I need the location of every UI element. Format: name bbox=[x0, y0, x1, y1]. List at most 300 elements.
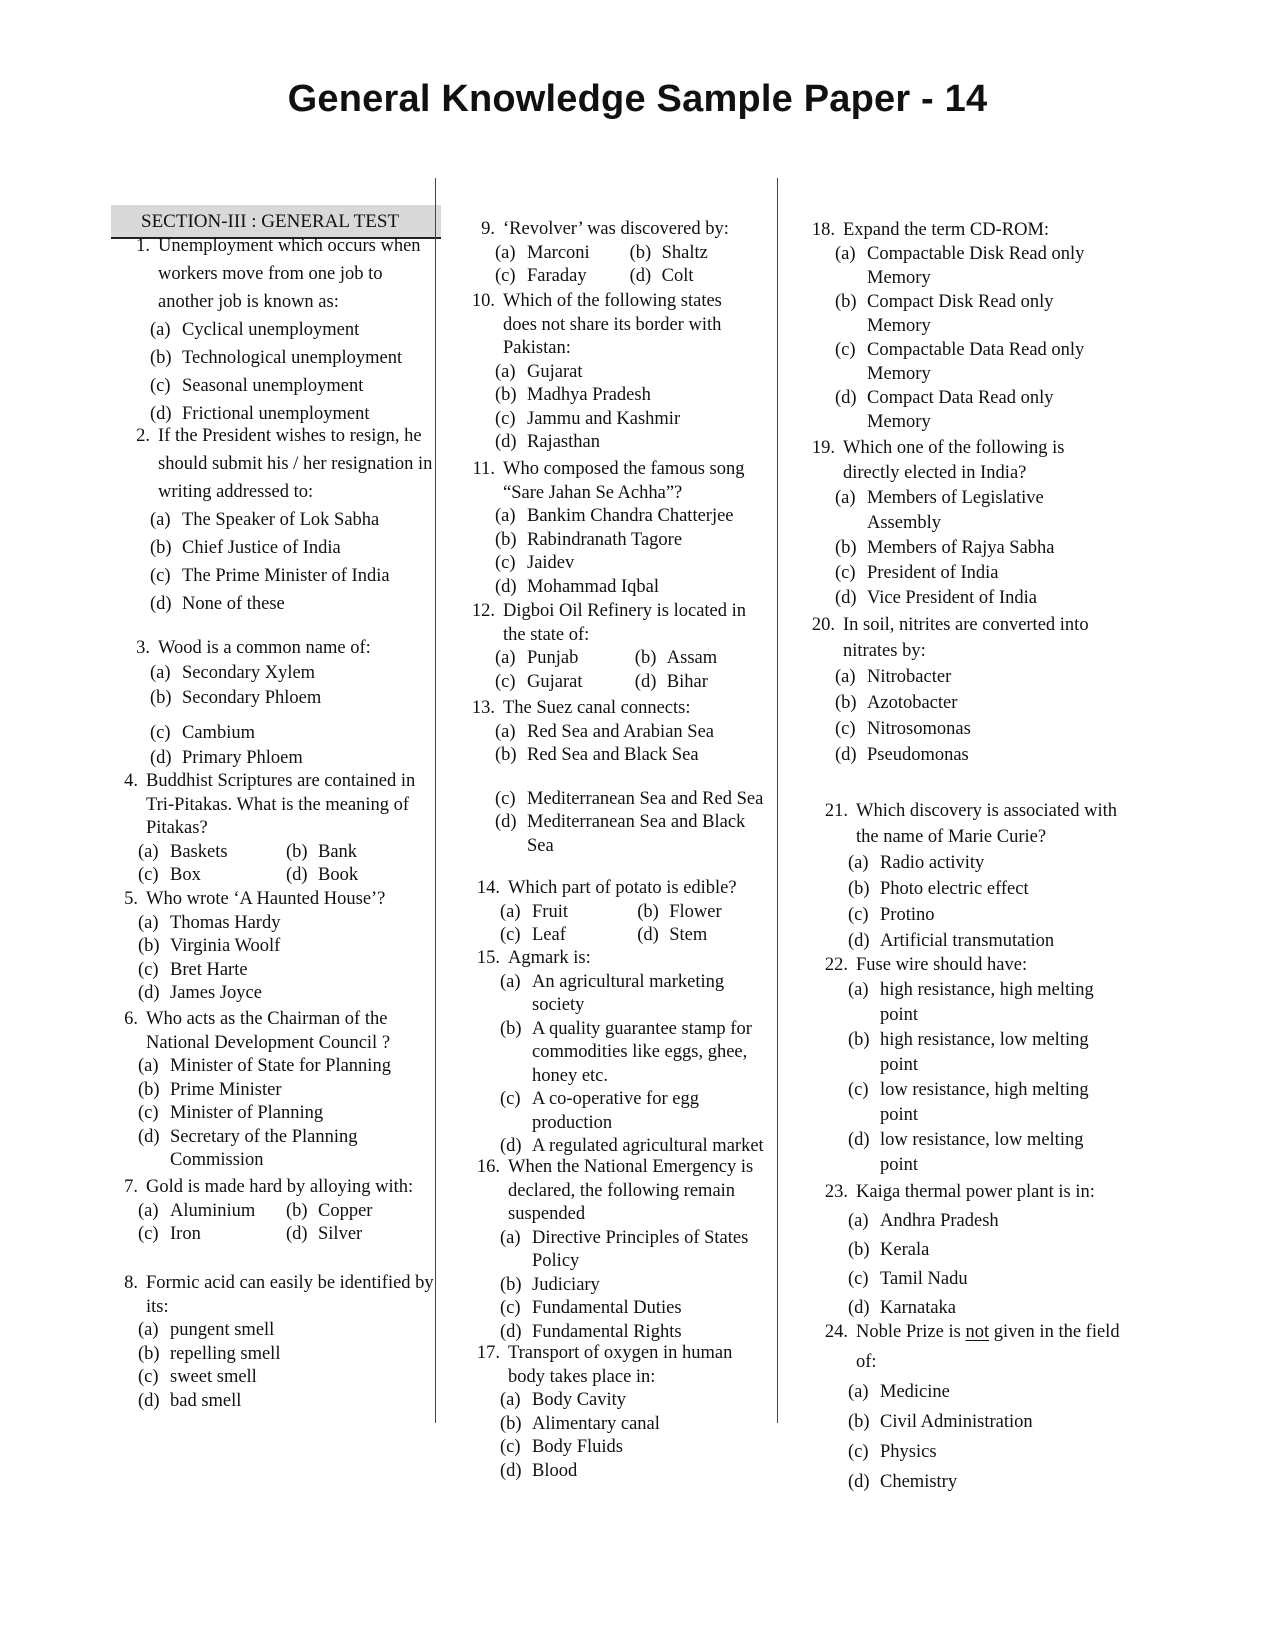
option-letter: (b) bbox=[138, 936, 160, 956]
question-6 bbox=[100, 1008, 435, 1173]
answer-option bbox=[848, 1078, 1120, 1128]
option-text: Red Sea and Black Sea bbox=[527, 745, 699, 765]
option-letter: (b) bbox=[634, 648, 657, 668]
answer-option bbox=[835, 690, 1117, 716]
answer-option bbox=[500, 1088, 777, 1135]
option-letter: (d) bbox=[848, 1298, 870, 1318]
option-text: Secretary of the Planning Commission bbox=[170, 1126, 358, 1170]
question-17 bbox=[462, 1342, 767, 1483]
answer-option bbox=[495, 265, 630, 289]
option-text: Nitrosomonas bbox=[867, 719, 971, 739]
question-8 bbox=[100, 1272, 435, 1413]
option-text: Mohammad Iqbal bbox=[527, 576, 660, 597]
question-13 bbox=[457, 697, 767, 858]
option-letter: (b) bbox=[150, 348, 172, 368]
option-letter: (d) bbox=[150, 748, 172, 768]
option-text: Alimentary canal bbox=[532, 1413, 660, 1434]
option-letter: (c) bbox=[848, 1269, 869, 1289]
option-text: Pseudomonas bbox=[867, 745, 969, 765]
option-letter: (d) bbox=[286, 1224, 308, 1244]
answer-option bbox=[835, 242, 1117, 290]
answer-option bbox=[848, 978, 1120, 1028]
question-number: 20. bbox=[811, 615, 835, 635]
option-text: Bihar bbox=[666, 671, 708, 692]
answer-option bbox=[835, 338, 1117, 386]
answer-option bbox=[150, 590, 437, 618]
option-letter: (d) bbox=[835, 588, 857, 608]
option-letter: (d) bbox=[634, 671, 657, 692]
question-number: 11. bbox=[472, 459, 495, 479]
question-number: 22. bbox=[824, 955, 848, 975]
option-text: Chemistry bbox=[880, 1472, 958, 1492]
answer-option bbox=[150, 562, 437, 590]
question-number: 7. bbox=[124, 1177, 138, 1197]
question-19 bbox=[797, 436, 1117, 611]
option-letter: (a) bbox=[835, 667, 856, 687]
option-text: Jaidev bbox=[527, 553, 575, 573]
option-letter: (c) bbox=[495, 671, 516, 692]
answer-option bbox=[500, 1135, 777, 1159]
question-text: Who wrote ‘A Haunted House’? bbox=[146, 889, 386, 909]
answer-option bbox=[500, 1321, 767, 1345]
question-text: In soil, nitrites are converted into nitrates by: bbox=[843, 615, 1089, 661]
question-text: Who composed the famous song “Sare Jahan Se Achha”? bbox=[503, 459, 745, 503]
option-letter: (a) bbox=[848, 1382, 869, 1402]
option-text: Shaltz bbox=[661, 242, 708, 263]
question-14 bbox=[462, 877, 767, 948]
option-letter: (d) bbox=[848, 1130, 870, 1150]
option-text: Jammu and Kashmir bbox=[527, 408, 681, 429]
option-text: Madhya Pradesh bbox=[527, 385, 651, 405]
option-letter: (c) bbox=[500, 1437, 521, 1457]
option-text: Compactable Data Read only Memory bbox=[867, 340, 1085, 384]
question-15 bbox=[462, 947, 777, 1159]
answer-option bbox=[138, 1126, 435, 1173]
question-text: Which of the following states does not share its border with Pakistan: bbox=[503, 291, 722, 358]
question-9 bbox=[457, 218, 757, 289]
option-text: Compact Disk Read only Memory bbox=[867, 292, 1054, 336]
option-letter: (d) bbox=[138, 1390, 160, 1411]
option-text: Chief Justice of India bbox=[182, 538, 341, 558]
answer-option bbox=[495, 552, 767, 576]
answer-option bbox=[630, 265, 757, 289]
option-text: Punjab bbox=[527, 648, 579, 668]
question-text: Expand the term CD-ROM: bbox=[843, 220, 1050, 240]
option-letter: (a) bbox=[138, 841, 159, 862]
option-letter: (c) bbox=[150, 376, 171, 396]
option-letter: (d) bbox=[835, 388, 857, 408]
answer-option bbox=[500, 1436, 767, 1460]
option-letter: (b) bbox=[848, 1240, 870, 1260]
option-letter: (a) bbox=[848, 1211, 869, 1231]
answer-option bbox=[500, 971, 777, 1018]
question-number: 19. bbox=[811, 438, 835, 458]
answer-option bbox=[138, 1200, 286, 1224]
answer-option bbox=[500, 901, 637, 925]
question-number: 3. bbox=[136, 638, 150, 658]
answer-option bbox=[286, 841, 426, 865]
option-text: Box bbox=[170, 865, 201, 885]
option-text: Flower bbox=[669, 901, 722, 922]
answer-option bbox=[848, 1265, 1120, 1294]
option-letter: (b) bbox=[286, 1200, 308, 1221]
option-text: Artificial transmutation bbox=[880, 931, 1055, 951]
option-text: Bankim Chandra Chatterjee bbox=[527, 506, 734, 526]
option-letter: (a) bbox=[138, 1200, 159, 1221]
option-text: Gujarat bbox=[527, 671, 583, 692]
answer-option bbox=[138, 935, 435, 959]
question-number: 10. bbox=[471, 291, 495, 311]
option-text: Medicine bbox=[880, 1382, 950, 1402]
option-letter: (c) bbox=[835, 719, 856, 739]
option-text: Copper bbox=[318, 1200, 373, 1221]
answer-option bbox=[848, 1467, 1120, 1497]
option-letter: (b) bbox=[848, 1412, 870, 1432]
answer-option bbox=[848, 1207, 1120, 1236]
option-letter: (c) bbox=[848, 1080, 869, 1100]
question-21 bbox=[810, 798, 1120, 954]
question-text: Buddhist Scriptures are contained in Tri-Pitakas. What is the meaning of Pitakas? bbox=[146, 771, 416, 838]
option-text: Leaf bbox=[532, 925, 566, 945]
option-text: Directive Principles of States Policy bbox=[532, 1227, 749, 1271]
answer-option bbox=[495, 744, 767, 768]
answer-option bbox=[495, 242, 630, 266]
answer-option bbox=[138, 1390, 435, 1414]
question-text: Gold is made hard by alloying with: bbox=[146, 1177, 414, 1197]
answer-option bbox=[138, 912, 435, 936]
option-text: Vice President of India bbox=[867, 588, 1037, 608]
option-letter: (b) bbox=[138, 1079, 160, 1100]
option-text: The Speaker of Lok Sabha bbox=[182, 510, 380, 530]
option-letter: (d) bbox=[637, 925, 659, 945]
question-number: 21. bbox=[824, 801, 848, 821]
answer-option bbox=[835, 561, 1117, 586]
option-letter: (c) bbox=[835, 340, 856, 360]
answer-option bbox=[835, 290, 1117, 338]
answer-option bbox=[495, 788, 767, 812]
answer-option bbox=[495, 529, 767, 553]
answer-option bbox=[286, 1200, 426, 1224]
answer-option bbox=[138, 864, 286, 888]
option-text: Cyclical unemployment bbox=[182, 320, 360, 340]
answer-option bbox=[138, 1079, 435, 1103]
option-text: Cambium bbox=[182, 723, 255, 743]
option-text: Bank bbox=[318, 841, 358, 862]
question-text: Transport of oxygen in human body takes place in: bbox=[508, 1343, 733, 1387]
option-letter: (c) bbox=[848, 1442, 869, 1462]
answer-option bbox=[495, 576, 767, 600]
question-number: 24. bbox=[824, 1322, 848, 1342]
option-letter: (b) bbox=[150, 688, 172, 708]
option-letter: (b) bbox=[835, 292, 857, 312]
answer-option bbox=[835, 586, 1117, 611]
answer-option bbox=[835, 716, 1117, 742]
answer-option bbox=[500, 924, 637, 948]
column-divider bbox=[777, 178, 778, 1423]
answer-option bbox=[500, 1413, 767, 1437]
option-letter: (d) bbox=[500, 1460, 522, 1481]
question-1 bbox=[112, 232, 437, 428]
option-text: Marconi bbox=[527, 242, 590, 263]
question-number: 6. bbox=[124, 1009, 138, 1029]
option-letter: (c) bbox=[500, 1089, 521, 1109]
option-text: The Prime Minister of India bbox=[182, 566, 390, 586]
option-text: Aluminium bbox=[170, 1200, 256, 1221]
option-letter: (d) bbox=[500, 1136, 522, 1156]
option-letter: (d) bbox=[495, 432, 517, 452]
option-text: Colt bbox=[661, 266, 694, 286]
question-number: 12. bbox=[471, 601, 495, 621]
option-text: low resistance, low melting point bbox=[880, 1130, 1084, 1175]
option-text: Judiciary bbox=[532, 1274, 600, 1295]
option-letter: (d) bbox=[138, 1126, 160, 1147]
answer-option bbox=[138, 1366, 435, 1390]
option-text: Stem bbox=[669, 925, 708, 945]
option-letter: (c) bbox=[500, 925, 521, 945]
option-letter: (b) bbox=[500, 1018, 522, 1039]
answer-option bbox=[848, 876, 1120, 902]
answer-option bbox=[835, 742, 1117, 768]
option-letter: (b) bbox=[848, 879, 870, 899]
answer-option bbox=[500, 1227, 767, 1274]
option-letter: (a) bbox=[138, 912, 159, 933]
answer-option bbox=[835, 386, 1117, 434]
question-number: 4. bbox=[124, 771, 138, 791]
option-letter: (b) bbox=[150, 538, 172, 558]
option-letter: (a) bbox=[500, 1227, 521, 1248]
option-text: Rajasthan bbox=[527, 432, 600, 452]
option-letter: (c) bbox=[495, 408, 516, 429]
option-letter: (b) bbox=[495, 385, 517, 405]
option-text: Photo electric effect bbox=[880, 879, 1029, 899]
page-title: General Knowledge Sample Paper - 14 bbox=[287, 78, 988, 120]
option-text: Seasonal unemployment bbox=[182, 376, 364, 396]
option-letter: (b) bbox=[138, 1343, 160, 1364]
question-number: 17. bbox=[476, 1343, 500, 1363]
option-letter: (b) bbox=[500, 1274, 522, 1295]
option-letter: (b) bbox=[495, 529, 517, 550]
answer-option bbox=[500, 1018, 777, 1089]
option-text: A quality guarantee stamp for commodities like eggs, ghee, honey etc. bbox=[532, 1018, 752, 1086]
option-letter: (a) bbox=[495, 361, 516, 382]
question-number: 8. bbox=[124, 1273, 138, 1293]
option-letter: (a) bbox=[500, 1390, 521, 1410]
answer-option bbox=[138, 1343, 435, 1367]
question-22 bbox=[810, 953, 1120, 1178]
option-letter: (b) bbox=[495, 745, 517, 765]
question-number: 9. bbox=[481, 219, 495, 239]
option-text: Minister of Planning bbox=[170, 1103, 324, 1123]
option-letter: (c) bbox=[138, 1224, 159, 1244]
option-letter: (b) bbox=[835, 538, 857, 558]
question-number: 1. bbox=[136, 236, 150, 256]
option-letter: (c) bbox=[138, 1103, 159, 1123]
option-letter: (b) bbox=[629, 242, 652, 263]
option-text: Physics bbox=[880, 1442, 937, 1462]
option-text: Red Sea and Arabian Sea bbox=[527, 721, 714, 742]
option-text: repelling smell bbox=[170, 1343, 281, 1364]
answer-option bbox=[635, 647, 767, 671]
question-text: ‘Revolver’ was discovered by: bbox=[503, 219, 729, 239]
option-text: Baskets bbox=[170, 841, 228, 862]
option-text: Book bbox=[318, 865, 359, 885]
answer-option bbox=[637, 901, 767, 925]
answer-option bbox=[848, 1407, 1120, 1437]
answer-option bbox=[150, 534, 437, 562]
option-text: Karnataka bbox=[880, 1298, 957, 1318]
option-text: Prime Minister bbox=[170, 1079, 282, 1100]
answer-option bbox=[848, 850, 1120, 876]
question-2 bbox=[112, 422, 437, 618]
question-text: Agmark is: bbox=[508, 948, 591, 968]
answer-option bbox=[138, 1055, 435, 1079]
question-text: Which discovery is associated with the name of Marie Curie? bbox=[856, 801, 1117, 847]
question-number: 23. bbox=[824, 1182, 848, 1202]
section-heading: SECTION-III : GENERAL TEST bbox=[111, 205, 441, 239]
question-7 bbox=[100, 1176, 435, 1247]
option-text: Minister of State for Planning bbox=[170, 1056, 391, 1076]
question-text: Which one of the following is directly elected in India? bbox=[843, 438, 1065, 483]
option-text: Compactable Disk Read only Memory bbox=[867, 244, 1085, 288]
answer-option bbox=[848, 1377, 1120, 1407]
option-text: Virginia Woolf bbox=[170, 936, 281, 956]
option-text: Radio activity bbox=[880, 853, 985, 873]
question-number: 5. bbox=[124, 889, 138, 909]
option-text: sweet smell bbox=[170, 1367, 257, 1387]
option-text: Mediterranean Sea and Red Sea bbox=[527, 788, 764, 809]
question-number: 14. bbox=[476, 878, 500, 898]
option-letter: (a) bbox=[138, 1056, 159, 1076]
question-text: Which part of potato is edible? bbox=[508, 878, 737, 898]
question-23 bbox=[810, 1178, 1120, 1323]
option-text: Primary Phloem bbox=[182, 748, 303, 768]
option-letter: (d) bbox=[495, 576, 517, 597]
option-letter: (b) bbox=[500, 1413, 522, 1434]
answer-option bbox=[848, 1028, 1120, 1078]
question-3 bbox=[112, 636, 437, 771]
option-text: James Joyce bbox=[170, 983, 262, 1003]
option-letter: (a) bbox=[150, 663, 171, 683]
option-letter: (a) bbox=[495, 721, 516, 742]
option-text: Kerala bbox=[880, 1240, 930, 1260]
answer-option bbox=[138, 1319, 435, 1343]
option-letter: (c) bbox=[150, 566, 171, 586]
option-letter: (d) bbox=[500, 1321, 522, 1342]
option-letter: (a) bbox=[500, 971, 521, 992]
option-text: Iron bbox=[170, 1224, 201, 1244]
option-text: Andhra Pradesh bbox=[880, 1211, 999, 1231]
option-letter: (c) bbox=[138, 865, 159, 885]
option-text: None of these bbox=[182, 594, 285, 614]
option-text: Compact Data Read only Memory bbox=[867, 388, 1054, 432]
answer-option bbox=[150, 661, 437, 686]
answer-option bbox=[150, 372, 437, 400]
question-number: 18. bbox=[811, 220, 835, 240]
option-letter: (a) bbox=[835, 244, 856, 264]
option-text: Protino bbox=[880, 905, 935, 925]
question-24 bbox=[810, 1317, 1120, 1497]
option-text: An agricultural marketing society bbox=[532, 971, 725, 1015]
option-text: Technological unemployment bbox=[182, 348, 403, 368]
answer-option bbox=[500, 1274, 767, 1298]
answer-option bbox=[495, 384, 757, 408]
answer-option bbox=[150, 316, 437, 344]
option-letter: (c) bbox=[138, 959, 159, 980]
option-text: Fundamental Duties bbox=[532, 1298, 682, 1318]
question-text: The Suez canal connects: bbox=[503, 698, 691, 718]
option-text: Members of Legislative Assembly bbox=[867, 488, 1044, 533]
answer-option bbox=[848, 1128, 1120, 1178]
option-letter: (d) bbox=[286, 865, 308, 885]
answer-option bbox=[286, 864, 426, 888]
option-letter: (c) bbox=[500, 1298, 521, 1318]
question-text: Wood is a common name of: bbox=[158, 638, 371, 658]
answer-option bbox=[138, 841, 286, 865]
answer-option bbox=[150, 506, 437, 534]
answer-option bbox=[495, 811, 767, 858]
answer-option bbox=[835, 664, 1117, 690]
option-text: Thomas Hardy bbox=[170, 912, 281, 933]
question-number: 15. bbox=[476, 948, 500, 968]
question-text: Digboi Oil Refinery is located in the state of: bbox=[503, 601, 747, 645]
question-text: Formic acid can easily be identified by its: bbox=[146, 1273, 434, 1317]
option-text: A co-operative for egg production bbox=[532, 1089, 699, 1133]
question-12 bbox=[457, 600, 767, 694]
option-letter: (a) bbox=[150, 510, 171, 530]
answer-option bbox=[495, 647, 635, 671]
answer-option bbox=[138, 959, 435, 983]
option-text: President of India bbox=[867, 563, 999, 583]
option-text: bad smell bbox=[170, 1390, 242, 1411]
question-text: Noble Prize is not given in the field of: bbox=[856, 1322, 1120, 1372]
question-text: Fuse wire should have: bbox=[856, 955, 1028, 975]
answer-option bbox=[500, 1297, 767, 1321]
answer-option bbox=[286, 1223, 426, 1247]
option-letter: (b) bbox=[637, 901, 659, 922]
answer-option bbox=[495, 671, 635, 695]
answer-option bbox=[138, 1223, 286, 1247]
option-text: Azotobacter bbox=[867, 693, 958, 713]
question-text: Unemployment which occurs when workers move from one job to another job is known as: bbox=[158, 236, 421, 312]
option-letter: (a) bbox=[495, 506, 516, 526]
question-number: 2. bbox=[136, 426, 150, 446]
answer-option bbox=[848, 1236, 1120, 1265]
question-20 bbox=[797, 612, 1117, 768]
answer-option bbox=[495, 721, 767, 745]
option-text: Fruit bbox=[532, 901, 568, 922]
option-text: Faraday bbox=[527, 266, 587, 286]
option-letter: (d) bbox=[848, 1472, 870, 1492]
answer-option bbox=[848, 1437, 1120, 1467]
option-letter: (c) bbox=[495, 553, 516, 573]
answer-option bbox=[835, 536, 1117, 561]
option-letter: (c) bbox=[138, 1367, 159, 1387]
question-number: 13. bbox=[471, 698, 495, 718]
emphasis-underline: not bbox=[965, 1322, 990, 1342]
question-number: 16. bbox=[476, 1157, 500, 1177]
answer-option bbox=[500, 1389, 767, 1413]
answer-option bbox=[150, 686, 437, 711]
option-letter: (d) bbox=[150, 594, 172, 614]
question-4 bbox=[100, 770, 435, 888]
option-letter: (d) bbox=[138, 983, 160, 1003]
option-text: Tamil Nadu bbox=[880, 1269, 968, 1289]
option-letter: (a) bbox=[138, 1320, 159, 1340]
option-letter: (a) bbox=[495, 648, 516, 668]
option-letter: (a) bbox=[848, 980, 869, 1000]
answer-option bbox=[495, 431, 757, 455]
option-text: pungent smell bbox=[170, 1320, 275, 1340]
